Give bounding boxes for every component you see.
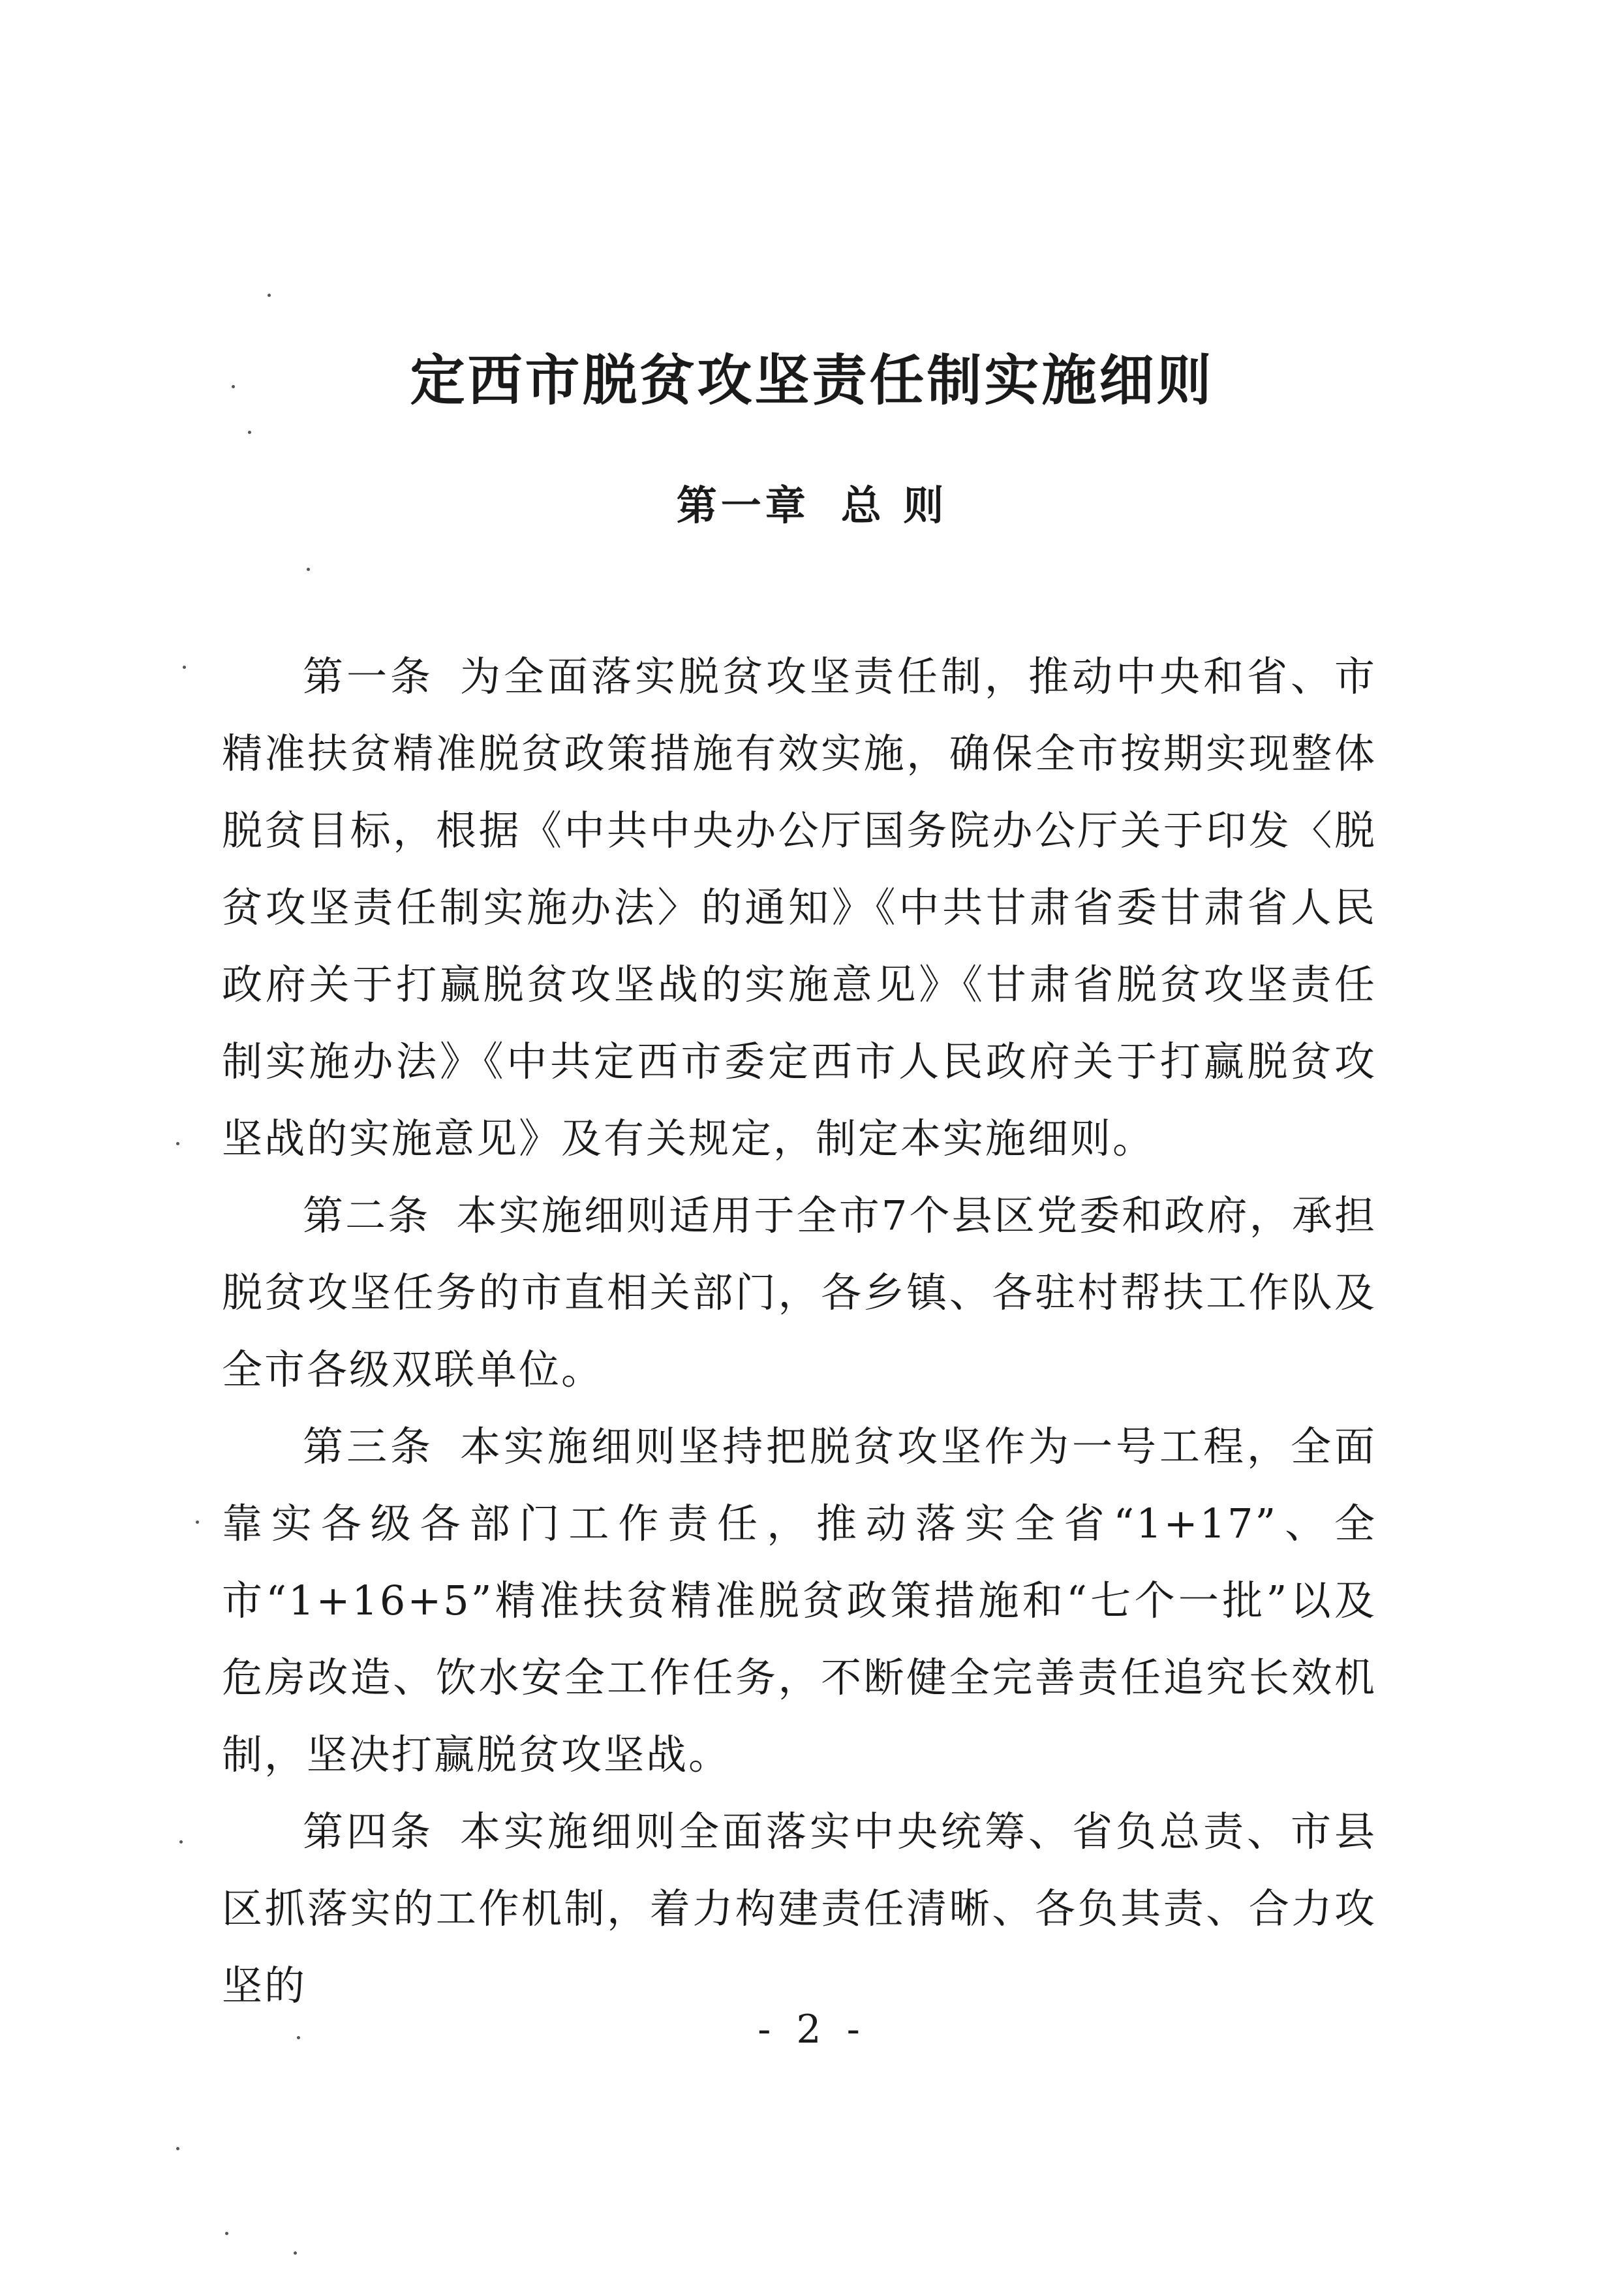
article-text: 本实施细则全面落实中央统筹、省负总责、市县区抓落实的工作机制，着力构建责任清晰、各负其责、合力攻坚的 — [222, 1808, 1377, 2009]
article-4 — [222, 1793, 1377, 2024]
article-number: 第一条 — [303, 653, 434, 700]
scan-speck — [179, 1840, 183, 1844]
article-text: 本实施细则适用于全市7个县区党委和政府，承担脱贫攻坚任务的市直相关部门，各乡镇、各驻村帮扶工作队及全市各级双联单位。 — [222, 1192, 1377, 1393]
article-text: 本实施细则坚持把脱贫攻坚作为一号工程，全面靠实各级各部门工作责任，推动落实全省“1+17”、全市“1+16+5”精准扶贫精准脱贫政策措施和“七个一批”以及危房改造、饮水安全工作任务，不断健全完善责任追究长效机制，坚决打赢脱贫攻坚战。 — [222, 1423, 1377, 1778]
article-number: 第四条 — [303, 1808, 434, 1855]
article-3 — [222, 1408, 1377, 1793]
chapter-number: 第一章 — [676, 482, 810, 529]
article-1 — [222, 638, 1377, 1177]
article-text: 为全面落实脱贫攻坚责任制，推动中央和省、市精准扶贫精准脱贫政策措施有效实施，确保全市按期实现整体脱贫目标，根据《中共中央办公厅国务院办公厅关于印发〈脱贫攻坚责任制实施办法〉的通知》《中共甘肃省委甘肃省人民政府关于打赢脱贫攻坚战的实施意见》《甘肃省脱贫攻坚责任制实施办法》《中共定西市委定西市人民政府关于打赢脱贫攻坚战的实施意见》及有关规定，制定本实施细则。 — [222, 653, 1377, 1162]
scan-speck — [196, 1521, 199, 1524]
document-title: 定西市脱贫攻坚责任制实施细则 — [410, 348, 1214, 412]
article-number: 第二条 — [303, 1192, 431, 1239]
scan-speck — [297, 2036, 300, 2039]
scan-speck — [294, 2251, 297, 2255]
document-body — [222, 638, 1377, 2024]
scan-speck — [225, 2232, 228, 2235]
scan-speck — [248, 431, 251, 434]
article-2 — [222, 1177, 1377, 1408]
scan-speck — [232, 385, 235, 388]
chapter-heading — [0, 476, 1624, 535]
scan-speck — [176, 2147, 179, 2150]
chapter-name: 总 则 — [840, 482, 948, 529]
scan-speck — [183, 666, 186, 669]
page-number: - 2 - — [758, 2007, 866, 2052]
article-number: 第三条 — [303, 1423, 434, 1470]
scan-speck — [176, 1142, 179, 1145]
scan-speck — [268, 294, 271, 297]
scan-speck — [307, 568, 310, 571]
